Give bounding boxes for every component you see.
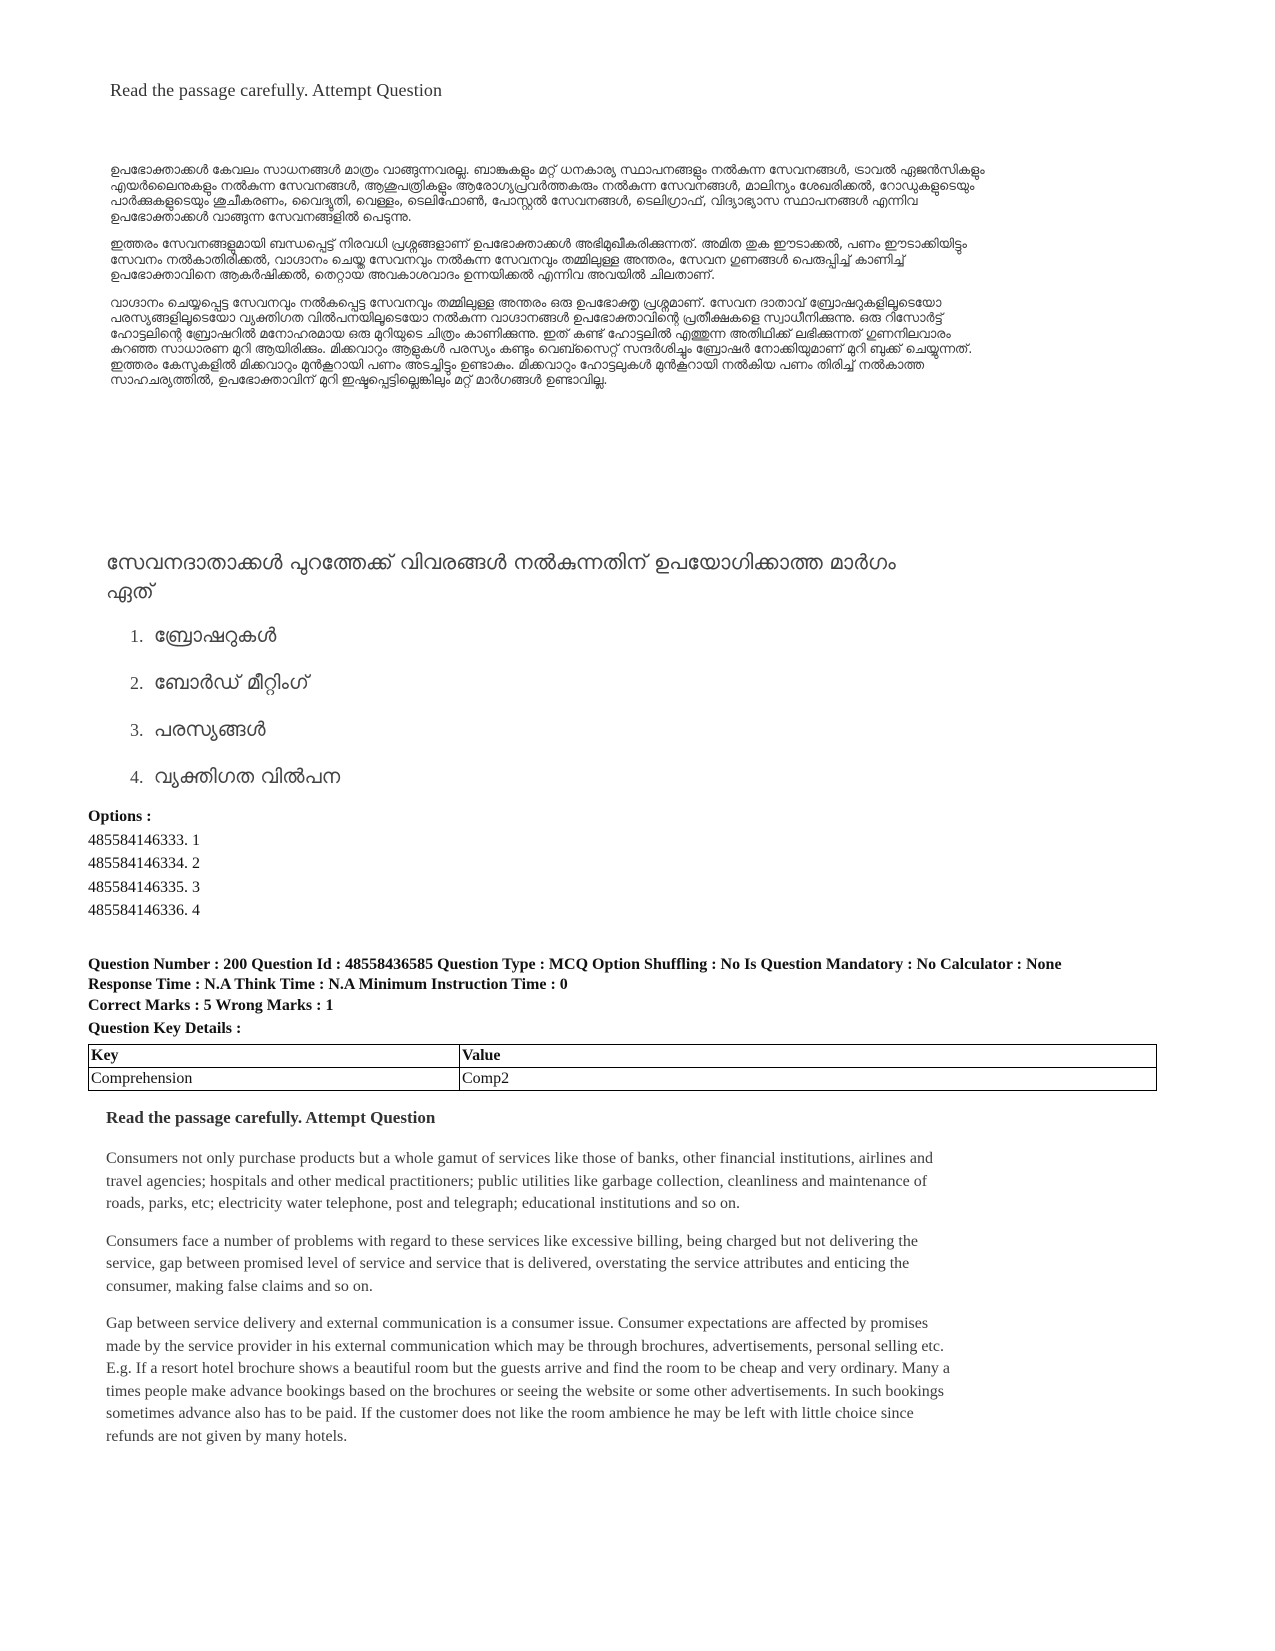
question-info-line-1: Question Number : 200 Question Id : 48558436585 Question Type : MCQ Option Shuffling : No Is Question Mandatory : No Calculator : None [88,956,1062,973]
passage-paragraph-3: വാഗ്ദാനം ചെയ്യപ്പെട്ട സേവനവും നൽകപ്പെട്ട സേവനവും തമ്മിലുള്ള അന്തരം ഒരു ഉപഭോക്തൃ പ്രശ്നമാണ്. സേവന ദാതാവ് ബ്രോഷറുകളിലൂടെയോ പരസ്യങ്ങളിലൂടെയോ വ്യക്തിഗത വിൽപനയിലൂടെയോ നൽകുന്ന വാഗ്ദാനങ്ങൾ ഉപഭോക്താവിന്റെ പ്രതീക്ഷകളെ സ്വാധീനിക്കുന്നു. ഒരു റിസോർട്ട് ഹോട്ടലിന്റെ ബ്രോഷറിൽ മനോഹരമായ ഒരു മുറിയുടെ ചിത്രം കാണിക്കുന്നു. ഇത് കണ്ട് ഹോട്ടലിൽ എത്തുന്ന അതിഥിക്ക് ലഭിക്കുന്നത് ഗുണനിലവാരം കുറഞ്ഞ സാധാരണ മുറി ആയിരിക്കും. മിക്കവാറും ആളുകൾ പരസ്യം കണ്ടും വെബ്സൈറ്റ് സന്ദർശിച്ചും ബ്രോഷർ നോക്കിയുമാണ് മുറി ബുക്ക് ചെയ്യുന്നത്. ഇത്തരം കേസുകളിൽ മിക്കവാറും മുൻകൂറായി പണം അടച്ചിട്ടും ഉണ്ടാകും. മിക്കവാറും ഹോട്ടലുകൾ മുൻകൂറായി നൽകിയ പണം തിരിച്ച് നൽകാത്ത സാഹചര്യത്തിൽ, ഉപഭോക്താവിന് മുറി ഇഷ്ടപ്പെട്ടില്ലെങ്കിലും മറ്റ് മാർഗങ്ങൾ ഉണ്ടാവില്ല. [110,295,973,388]
choice-item-2 [130,667,1004,714]
question-info-line-2: Response Time : N.A Think Time : N.A Minimum Instruction Time : 0 [88,976,568,993]
choice-number: 4. [130,767,144,787]
option-row-3: 485584146335. 3 [88,878,200,896]
choice-item-1 [130,620,1004,667]
marks-line: Correct Marks : 5 Wrong Marks : 1 [88,997,334,1014]
table-header-key: Key [89,1045,460,1068]
malayalam-question-image [104,548,1004,808]
choice-number: 1. [130,626,144,646]
question-key-table [88,1044,1157,1091]
choice-item-3 [130,714,1004,761]
table-cell-key: Comprehension [89,1068,460,1091]
passage-heading: Read the passage carefully. Attempt Question [110,80,443,100]
question-info [88,955,1208,995]
question-text: സേവനദാതാക്കൾ പുറത്തേക്ക് വിവരങ്ങൾ നൽകുന്നതിന് ഉപയോഗിക്കാത്ത മാർഗം ഏത് [106,550,896,603]
passage-paragraph-2: Consumers face a number of problems with regard to these services like excessive billing, being charged but not delivering the service, gap between promised level of service and service that is delivered, overstating the service attributes and enticing the consumer, making false claims and so on. [106,1232,918,1295]
options-block [88,805,200,923]
options-label: Options : [88,808,152,825]
passage-paragraph-1: Consumers not only purchase products but a whole gamut of services like those of banks, other financial institutions, airlines and travel agencies; hospitals and other medical practitioners; public utilities like garbage collection, cleanliness and maintenance of roads, parks, etc; electricity water telephone, post and telegraph; educational institutions and so on. [106,1150,933,1212]
english-passage-image [104,1108,964,1463]
passage-paragraph-2: ഇത്തരം സേവനങ്ങളുമായി ബന്ധപ്പെട്ട് നിരവധി പ്രശ്നങ്ങളാണ് ഉപഭോക്താക്കൾ അഭിമുഖീകരിക്കുന്നത്. അമിത തുക ഈടാക്കൽ, പണം ഈടാക്കിയിട്ടും സേവനം നൽകാതിരിക്കൽ, വാഗ്ദാനം ചെയ്ത സേവനവും നൽകുന്ന സേവനവും തമ്മിലുള്ള അന്തരം, സേവന ഗുണങ്ങൾ പെരുപ്പിച്ച് കാണിച്ച് ഉപഭോക്താവിനെ ആകർഷിക്കൽ, തെറ്റായ അവകാശവാദം ഉന്നയിക്കൽ എന്നിവ അവയിൽ ചിലതാണ്. [110,237,967,283]
choice-text: ബ്രോഷറുകൾ [153,623,277,647]
key-details-label: Question Key Details : [88,1020,242,1037]
option-row-1: 485584146333. 1 [88,831,200,849]
table-header-row [89,1045,1157,1068]
option-row-2: 485584146334. 2 [88,855,200,872]
choice-text: വ്യക്തിഗത വിൽപന [153,764,341,788]
choice-list [104,620,1004,808]
passage-paragraph-3: Gap between service delivery and external communication is a consumer issue. Consumer expectations are affected by promises made by the service provider in his external communication which may be through brochures, advertisements, personal selling etc. E.g. If a resort hotel brochure shows a beautiful room but the guests arrive and find the room to be cheap and very ordinary. Many a times people make advance bookings based on the brochures or seeing the website or some other advertisements. In such bookings sometimes advance also has to be paid. If the customer does not like the room ambience he may be left with little choice since refunds are not given by many hotels. [106,1315,951,1445]
malayalam-passage-image [104,80,1004,401]
table-row [89,1068,1157,1091]
choice-item-4 [130,761,1004,808]
passage-paragraph-1: ഉപഭോക്താക്കൾ കേവലം സാധനങ്ങൾ മാത്രം വാങ്ങുന്നവരല്ല. ബാങ്കുകളും മറ്റ് ധനകാര്യ സ്ഥാപനങ്ങളും നൽകുന്ന സേവനങ്ങൾ, ട്രാവൽ ഏജൻസികളും എയർലൈനുകളും നൽകുന്ന സേവനങ്ങൾ, ആശുപത്രികളും ആരോഗ്യപ്രവർത്തകരും നൽകുന്ന സേവനങ്ങൾ, മാലിന്യം ശേഖരിക്കൽ, റോഡുകളുടെയും പാർക്കുകളുടെയും ശുചീകരണം, വൈദ്യുതി, വെള്ളം, ടെലിഫോൺ, പോസ്റ്റൽ സേവനങ്ങൾ, ടെലിഗ്രാഫ്, വിദ്യാഭ്യാസ സ്ഥാപനങ്ങൾ എന്നിവ ഉപഭോക്താക്കൾ വാങ്ങുന്ന സേവനങ്ങളിൽ പെടുന്നു. [110,163,985,225]
choice-text: പരസ്യങ്ങൾ [153,717,266,741]
table-cell-value: Comp2 [460,1068,1157,1091]
choice-text: ബോർഡ് മീറ്റിംഗ് [153,670,309,694]
table-header-value: Value [460,1045,1157,1068]
choice-number: 2. [130,673,144,693]
choice-number: 3. [130,720,144,740]
passage-heading: Read the passage carefully. Attempt Question [106,1108,436,1127]
option-row-4: 485584146336. 4 [88,902,200,919]
